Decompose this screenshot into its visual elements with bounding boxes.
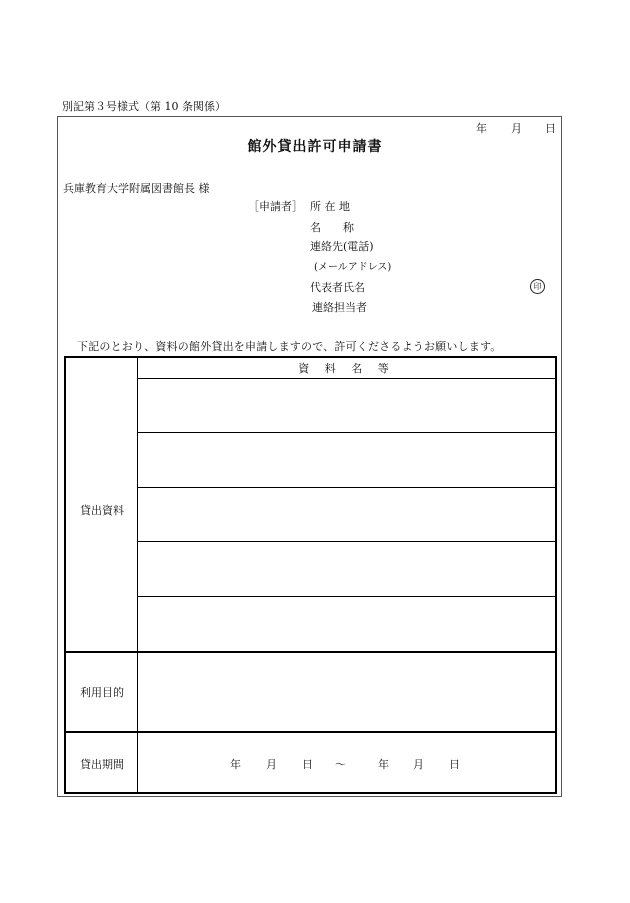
name-label: 名 称 bbox=[310, 221, 354, 234]
seal-mark-icon: 印 bbox=[530, 279, 545, 294]
date-day-label: 日 bbox=[545, 122, 556, 135]
document-title: 館外貸出許可申請書 bbox=[247, 139, 383, 155]
material-row-3[interactable] bbox=[138, 488, 555, 541]
material-row-4[interactable] bbox=[138, 542, 555, 596]
contact-phone-label: 連絡先(電話) bbox=[310, 240, 374, 253]
date-year-label: 年 bbox=[476, 122, 487, 135]
date-month-label: 月 bbox=[511, 122, 522, 135]
representative-label: 代表者氏名 bbox=[310, 281, 365, 294]
materials-row-label: 貸出資料 bbox=[80, 504, 124, 517]
person-in-charge-label: 連絡担当者 bbox=[312, 301, 367, 314]
period-from-month: 月 bbox=[266, 758, 277, 771]
material-row-2[interactable] bbox=[138, 433, 555, 487]
application-table bbox=[64, 356, 557, 794]
applicant-tag: ［申請者］ bbox=[248, 200, 303, 213]
period-to-month: 月 bbox=[413, 758, 424, 771]
period-to-year: 年 bbox=[378, 758, 389, 771]
period-from-day: 日 bbox=[302, 758, 313, 771]
period-tilde: ～ bbox=[335, 758, 346, 771]
period-row-label: 貸出期間 bbox=[80, 758, 124, 771]
purpose-field[interactable] bbox=[138, 653, 555, 731]
material-row-5[interactable] bbox=[138, 597, 555, 650]
form-number-label: 別記第３号様式（第 10 条関係） bbox=[62, 100, 226, 113]
addressee: 兵庫教育大学附属図書館長 様 bbox=[63, 182, 210, 195]
period-field[interactable] bbox=[138, 733, 555, 792]
period-to-day: 日 bbox=[449, 758, 460, 771]
request-statement: 下記のとおり、資料の館外貸出を申請しますので、許可くださるようお願いします。 bbox=[77, 340, 502, 353]
address-label: 所 在 地 bbox=[310, 200, 350, 213]
purpose-row-label: 利用目的 bbox=[80, 686, 124, 699]
period-from-year: 年 bbox=[230, 758, 241, 771]
material-row-1[interactable] bbox=[138, 379, 555, 432]
materials-column-header: 資 料 名 等 bbox=[298, 362, 395, 375]
email-label: (メールアドレス) bbox=[314, 262, 392, 273]
